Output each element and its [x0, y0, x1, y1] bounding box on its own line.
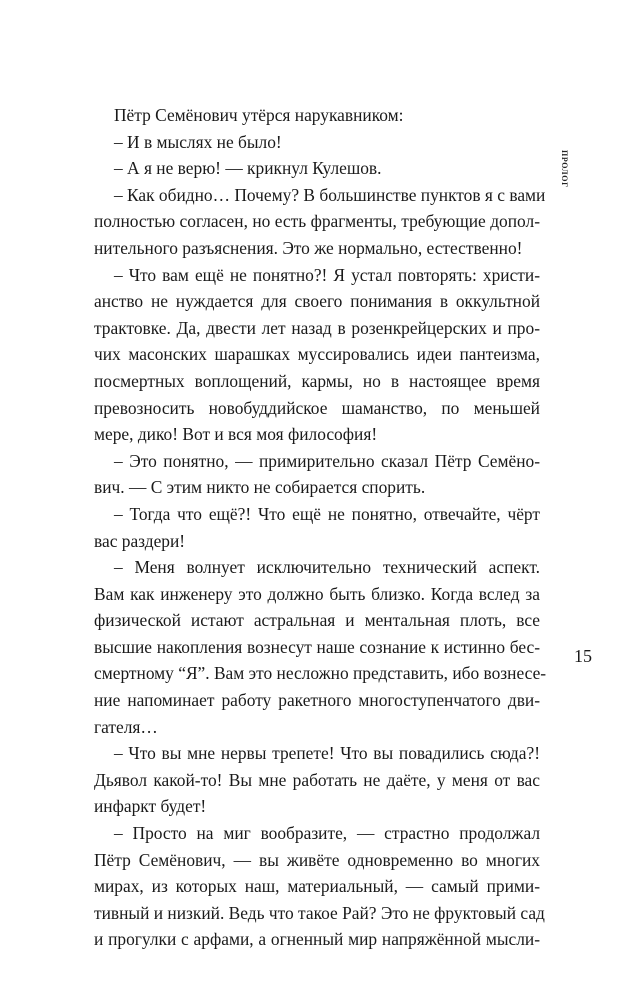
running-head: пролог	[559, 150, 571, 188]
text-line: мере, дико! Вот и вся моя философия!	[94, 424, 378, 445]
text-line: Вам как инженеру это должно быть близко. Когда вслед за	[94, 583, 540, 604]
text-line: высшие накопления вознесут наше сознание к истинно бес-	[94, 636, 540, 657]
text-line: инфаркт будет!	[94, 796, 207, 817]
text-line: – Меня волнует исключительно технический аспект.	[114, 557, 540, 578]
text-line: мирах, из которых наш, материальный, — самый прими-	[94, 876, 540, 897]
text-line: посмертных воплощений, кармы, но в настоящее время	[94, 370, 540, 391]
text-line: анство не нуждается для своего понимания в оккультной	[94, 291, 540, 312]
text-line: нительного разъяснения. Это же нормально, естественно!	[94, 237, 523, 258]
text-line: смертному “Я”. Вам это несложно представить, ибо вознесе-	[94, 663, 547, 684]
text-line: – Тогда что ещё?! Что ещё не понятно, отвечайте, чёрт	[114, 503, 540, 524]
text-line: полностью согласен, но есть фрагменты, требующие допол-	[94, 211, 540, 232]
text-line: вич. — С этим никто не собирается спорить.	[94, 477, 426, 498]
text-line: – Что вы мне нервы трепете! Что вы повадились сюда?!	[114, 743, 540, 764]
text-line: – И в мыслях не было!	[114, 131, 282, 152]
text-line: – А я не верю! — крикнул Кулешов.	[114, 158, 382, 179]
text-line: – Что вам ещё не понятно?! Я устал повторять: христи-	[114, 264, 540, 285]
page-number: 15	[574, 646, 592, 666]
text-line: тивный и низкий. Ведь что такое Рай? Это не фруктовый сад	[94, 902, 545, 923]
body-text	[94, 102, 547, 953]
text-line: и прогулки с арфами, а огненный мир напряжённой мысли-	[94, 929, 540, 950]
text-line: вас раздери!	[94, 530, 186, 551]
text-line: Дьявол какой-то! Вы мне работать не даёте, у меня от вас	[94, 769, 540, 790]
text-line: превозносить новобуддийское шаманство, по меньшей	[94, 397, 540, 418]
text-line: чих масонских шарашках муссировались идеи пантеизма,	[94, 344, 540, 365]
text-line: Пётр Семёнович утёрся нарукавником:	[114, 105, 404, 125]
text-line: Пётр Семёнович, — вы живёте одновременно во многих	[94, 849, 540, 870]
text-line: трактовке. Да, двести лет назад в розенкрейцерских и про-	[94, 317, 540, 338]
text-line: ние напоминает работу ракетного многоступенчатого дви-	[94, 690, 540, 711]
text-line: – Просто на миг вообразите, — страстно продолжал	[114, 823, 540, 844]
text-line: – Это понятно, — примирительно сказал Пётр Семёно-	[114, 450, 540, 471]
text-line: гателя…	[94, 716, 158, 737]
text-line: – Как обидно… Почему? В большинстве пунктов я с вами	[114, 184, 546, 205]
text-line: физической истают астральная и ментальная плоть, все	[94, 610, 540, 631]
